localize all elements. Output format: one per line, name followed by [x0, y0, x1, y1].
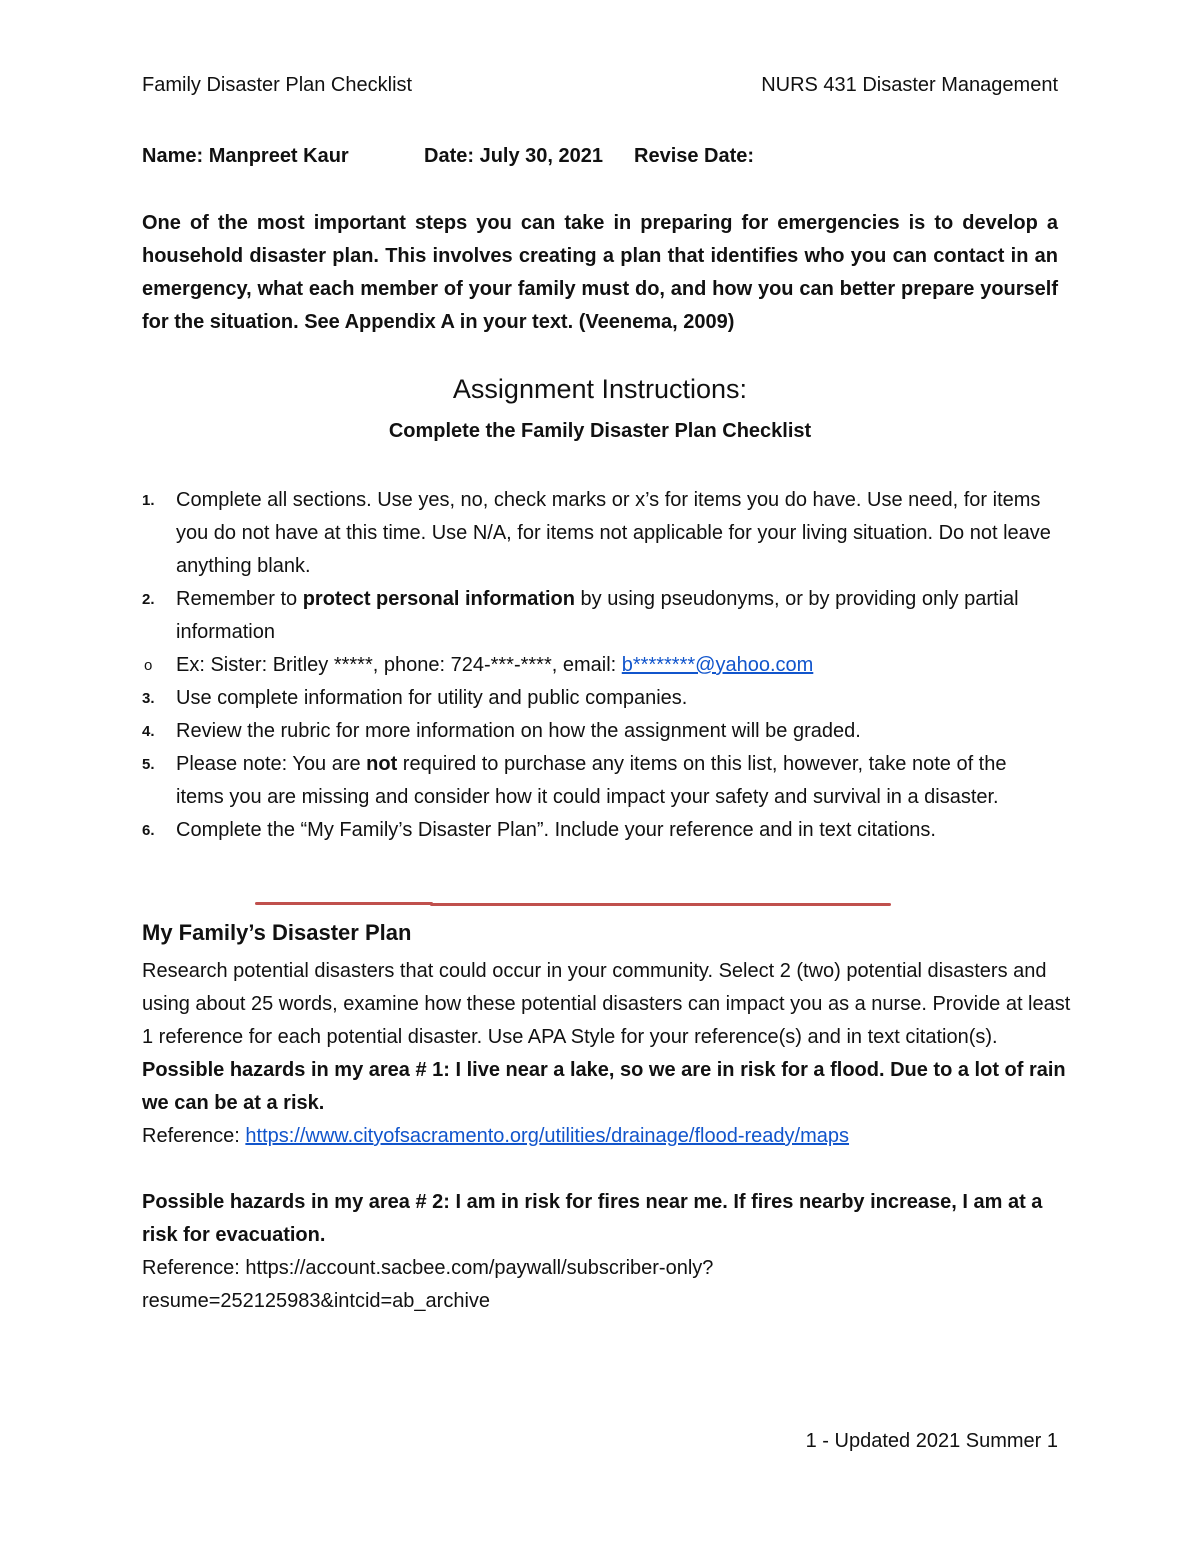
list-item — [142, 484, 1058, 583]
reference-label: Reference: — [142, 1125, 246, 1147]
plan-heading: My Family’s Disaster Plan — [142, 920, 412, 945]
list-item — [142, 682, 1058, 715]
list-text: Use complete information for utility and public companies. — [176, 687, 688, 709]
list-number: 1. — [142, 492, 155, 509]
list-number: 2. — [142, 591, 155, 608]
reference-1 — [142, 1120, 1072, 1153]
list-number: 4. — [142, 723, 155, 740]
divider-segment — [255, 902, 433, 905]
list-item — [142, 748, 1058, 814]
divider-segment — [430, 903, 720, 906]
emphasis-text: not — [366, 753, 398, 775]
email-link[interactable]: b********@yahoo.com — [621, 654, 814, 676]
list-number: 6. — [142, 822, 155, 839]
assignment-heading: Assignment Instructions: — [452, 374, 748, 404]
bullet: o — [144, 657, 153, 674]
list-text: Complete all sections. Use yes, no, check marks or x’s for items you do have. Use need, for items you do not have at this time. Use N/A, for items not applicable for your living situation. Do not leave anything blank. — [176, 489, 1051, 577]
hazard-2: Possible hazards in my area # 2: I am in risk for fires near me. If fires nearby increase, I am at a risk for evacuation. — [142, 1191, 1043, 1246]
spacer — [142, 1153, 1072, 1186]
header-title: Family Disaster Plan Checklist — [142, 74, 413, 96]
reference-1-link[interactable]: https://www.cityofsacramento.org/utilities/drainage/flood-ready/maps — [245, 1125, 850, 1147]
instruction-list — [142, 484, 1058, 847]
list-item — [142, 715, 1058, 748]
section-divider — [255, 901, 891, 905]
student-info — [142, 145, 754, 168]
list-item — [142, 814, 1058, 847]
list-text: required to purchase any items on this list, however, take note of the items you are missing and consider how it could impact your safety and survival in a disaster. — [176, 753, 1007, 808]
header-course: NURS 431 Disaster Management — [761, 74, 1058, 96]
plan-description: Research potential disasters that could occur in your community. Select 2 (two) potential disasters and using about 25 words, examine how these potential disasters can impact you as a nurse. Provide at least 1 reference for each potential disaster. Use APA Style for your reference(s) and in text citation(s). — [142, 960, 1071, 1048]
list-number: 5. — [142, 756, 155, 773]
list-item — [142, 649, 1058, 682]
divider-segment — [713, 903, 891, 906]
list-text: Review the rubric for more information on how the assignment will be graded. — [176, 720, 861, 742]
student-name: Name: Manpreet Kaur — [142, 145, 349, 167]
reference-2: Reference: https://account.sacbee.com/paywall/subscriber-only? — [142, 1257, 714, 1279]
hazard-1: Possible hazards in my area # 1: I live near a lake, so we are in risk for a flood. Due to a lot of rain we can be at a risk. — [142, 1059, 1066, 1114]
revise-date: Revise Date: — [634, 145, 755, 167]
list-text: Ex: Sister: Britley *****, phone: 724-***-****, email: — [176, 654, 622, 676]
intro-paragraph: One of the most important steps you can take in preparing for emergencies is to develop a household disaster plan. This involves creating a plan that identifies who you can contact in an emergency, what each member of your family must do, and how you can better prepare yourself for the situation. See Appendix A in your text. (Veenema, 2009) — [142, 212, 1058, 333]
emphasis-text: protect personal information — [302, 588, 575, 610]
assignment-subheading: Complete the Family Disaster Plan Checklist — [388, 420, 812, 442]
list-item — [142, 583, 1058, 649]
date: Date: July 30, 2021 — [424, 145, 603, 167]
plan-section — [142, 955, 1072, 1318]
reference-2-continued: resume=252125983&intcid=ab_archive — [142, 1290, 491, 1312]
page-footer: 1 - Updated 2021 Summer 1 — [805, 1430, 1058, 1452]
list-text: by using pseudonyms, or by providing only partial information — [176, 588, 1019, 643]
list-text: Remember to — [176, 588, 303, 610]
list-text: Please note: You are — [176, 753, 367, 775]
list-text: Complete the “My Family’s Disaster Plan”. Include your reference and in text citations. — [176, 819, 936, 841]
list-number: 3. — [142, 690, 155, 707]
